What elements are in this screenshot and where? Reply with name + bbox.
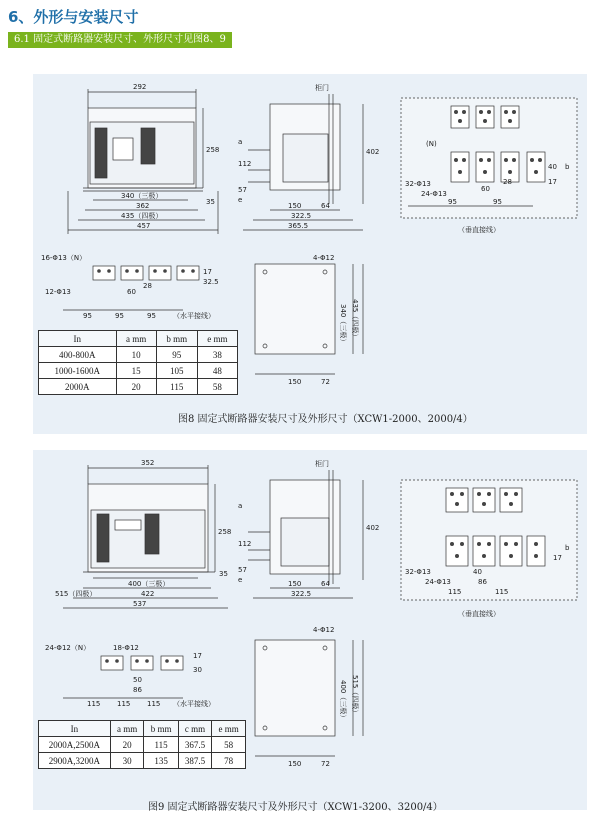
table-cell: 20: [110, 737, 144, 753]
dim-457: 457: [137, 222, 151, 230]
hole-4-label: 4-Φ12: [313, 626, 335, 634]
table-header: In: [39, 721, 111, 737]
horizontal-wiring-label: （水平接线）: [173, 700, 215, 708]
dim-435-4p-v: 435（四极）: [351, 299, 359, 341]
table-cell: 115: [156, 379, 197, 395]
table-cell: 20: [116, 379, 156, 395]
mounting-plate: [255, 640, 335, 736]
table-row: [39, 347, 238, 363]
dim-435-4p: 435（四极）: [121, 212, 163, 220]
dim-72-plate: 72: [321, 378, 330, 386]
dim-515-4p: 515（四极）: [55, 590, 97, 598]
dim-400-3p: 400（三极）: [128, 580, 170, 588]
dim-40-v: 40: [548, 163, 557, 171]
n-mark: (N): [426, 140, 437, 148]
dim-150-plate: 150: [288, 760, 302, 768]
table-header: e mm: [197, 331, 237, 347]
vertical-wiring-label: （垂直接线）: [458, 610, 500, 618]
dim-17-v: 17: [548, 178, 557, 186]
dim-35: 35: [219, 570, 228, 578]
table-cell: 105: [156, 363, 197, 379]
table-header: e mm: [212, 721, 246, 737]
dim-95-h2: 95: [115, 312, 124, 320]
dim-150: 150: [288, 580, 302, 588]
table-cell: 2900A,3200A: [39, 753, 111, 769]
dim-17-v: 17: [553, 554, 562, 562]
hole-24n-label: 24-Φ12（N）: [45, 644, 91, 652]
dim-115-h2: 115: [117, 700, 131, 708]
dim-402: 402: [366, 148, 380, 156]
table-header: In: [39, 331, 117, 347]
table-cell: 387.5: [178, 753, 212, 769]
dim-32-5-h: 32.5: [203, 278, 219, 286]
section-title: 6、外形与安装尺寸: [8, 8, 139, 26]
dim-17-h: 17: [203, 268, 212, 276]
dim-95-h3: 95: [147, 312, 156, 320]
dim-30-h: 30: [193, 666, 202, 674]
table-row: [39, 363, 238, 379]
table-row: [39, 737, 246, 753]
hole-24-label: 24-Φ13: [425, 578, 451, 586]
hole-32-label: 32-Φ13: [405, 568, 431, 576]
hole-32-label: 32-Φ13: [405, 180, 431, 188]
table-cell: 2000A: [39, 379, 117, 395]
dim-115-v: 115: [448, 588, 462, 596]
dim-50-h: 50: [133, 676, 142, 684]
dim-322-5: 322.5: [291, 590, 312, 598]
hole-4-label: 4-Φ12: [313, 254, 335, 262]
dim-57: 57: [238, 186, 247, 194]
dim-95-h1: 95: [83, 312, 92, 320]
table-cell: 78: [212, 753, 246, 769]
table-header: a mm: [110, 721, 144, 737]
dim-150: 150: [288, 202, 302, 210]
table-cell: 95: [156, 347, 197, 363]
figure-8-panel: [33, 74, 587, 434]
dim-e: e: [238, 196, 243, 204]
table-cell: 10: [116, 347, 156, 363]
dim-86-h: 86: [133, 686, 142, 694]
mounting-plate: [255, 264, 335, 354]
dim-b-v: b: [565, 544, 570, 552]
dim-a: a: [238, 502, 243, 510]
dim-17-h: 17: [193, 652, 202, 660]
table-cell: 48: [197, 363, 237, 379]
dim-95-v2: 95: [493, 198, 502, 206]
table-cell: 2000A,2500A: [39, 737, 111, 753]
figure-9-panel: [33, 450, 587, 813]
table-cell: 400-800A: [39, 347, 117, 363]
dim-322-5: 322.5: [291, 212, 312, 220]
table-header: b mm: [144, 721, 178, 737]
dim-402: 402: [366, 524, 380, 532]
table-header: b mm: [156, 331, 197, 347]
dim-422: 422: [141, 590, 155, 598]
table-cell: 58: [212, 737, 246, 753]
dim-64: 64: [321, 580, 330, 588]
table-cell: 1000-1600A: [39, 363, 117, 379]
table-cell: 58: [197, 379, 237, 395]
hole-24-label: 24-Φ13: [421, 190, 447, 198]
dim-292: 292: [133, 83, 147, 91]
dim-537: 537: [133, 600, 147, 608]
dim-86-v: 86: [478, 578, 487, 586]
table-cell: 30: [110, 753, 144, 769]
dim-400-3p-v: 400（三极）: [339, 680, 347, 722]
dim-a: a: [238, 138, 243, 146]
table-cell: 367.5: [178, 737, 212, 753]
cabinet-door-label: 柜门: [315, 84, 329, 92]
cabinet-door-label: 柜门: [315, 460, 329, 468]
dim-60-h: 60: [127, 288, 136, 296]
dim-115-h3: 115: [147, 700, 161, 708]
table-cell: 38: [197, 347, 237, 363]
dim-40-v: 40: [473, 568, 482, 576]
dim-e: e: [238, 576, 243, 584]
dim-115-h1: 115: [87, 700, 101, 708]
dim-365-5: 365.5: [288, 222, 309, 230]
figure-8-caption: 图8 固定式断路器安装尺寸及外形尺寸（XCW1-2000、2000/4）: [178, 414, 473, 425]
dim-340-3p: 340（三极）: [121, 192, 163, 200]
dim-57: 57: [238, 566, 247, 574]
dim-35: 35: [206, 198, 215, 206]
figure-9-caption: 图9 固定式断路器安装尺寸及外形尺寸（XCW1-3200、3200/4）: [148, 802, 443, 813]
table-row: [39, 379, 238, 395]
figure-9-spec-table: [38, 720, 246, 769]
figure-8-spec-table: [38, 330, 238, 395]
section-subtitle: 6.1 固定式断路器安装尺寸、外形尺寸见图8、9: [8, 32, 232, 48]
dim-112: 112: [238, 540, 252, 548]
dim-64: 64: [321, 202, 330, 210]
table-cell: 15: [116, 363, 156, 379]
dim-b-v: b: [565, 163, 570, 171]
table-header: a mm: [116, 331, 156, 347]
hole-12-label: 12-Φ13: [45, 288, 71, 296]
table-row: [39, 753, 246, 769]
hole-18-label: 18-Φ12: [113, 644, 139, 652]
hole-16-label: 16-Φ13（N）: [41, 254, 87, 262]
dim-515-4p-v: 515（四极）: [351, 675, 359, 717]
table-header: c mm: [178, 721, 212, 737]
dim-28-h: 28: [143, 282, 152, 290]
vertical-wiring-label: （垂直接线）: [458, 226, 500, 234]
dim-112: 112: [238, 160, 252, 168]
dim-362: 362: [136, 202, 150, 210]
horizontal-wiring-label: （水平接线）: [173, 312, 215, 320]
dim-150-plate: 150: [288, 378, 302, 386]
dim-60-v: 60: [481, 185, 490, 193]
dim-258: 258: [218, 528, 232, 536]
table-cell: 135: [144, 753, 178, 769]
dim-72-plate: 72: [321, 760, 330, 768]
dim-352: 352: [141, 459, 155, 467]
dim-28-v: 28: [503, 178, 512, 186]
dim-258: 258: [206, 146, 220, 154]
dim-115-v2: 115: [495, 588, 509, 596]
table-cell: 115: [144, 737, 178, 753]
dim-340-3p-v: 340（三极）: [339, 304, 347, 346]
dim-95-v: 95: [448, 198, 457, 206]
